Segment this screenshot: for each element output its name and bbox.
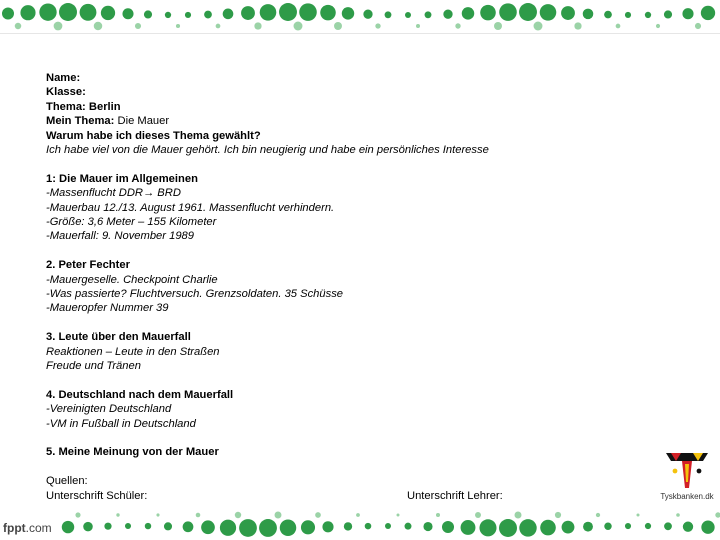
decorative-dot <box>534 22 543 31</box>
decorative-dot <box>54 22 63 31</box>
decorative-dot <box>540 4 557 21</box>
decorative-dot <box>442 521 454 533</box>
brand-light: .com <box>25 521 52 535</box>
section-line: -Maueropfer Nummer 39 <box>46 302 169 315</box>
decorative-dot <box>315 512 321 518</box>
fppt-watermark <box>3 521 52 535</box>
my-topic-line <box>46 114 606 128</box>
decorative-dot <box>645 12 651 18</box>
decorative-dot <box>625 12 631 18</box>
decorative-dot <box>596 513 600 517</box>
decorative-dot <box>299 3 317 21</box>
decorative-dot <box>116 513 119 516</box>
decorative-dot <box>499 3 517 21</box>
decorative-dot <box>461 520 476 535</box>
decorative-dot <box>715 512 720 517</box>
section-line: Reaktionen – Leute in den Straßen <box>46 345 220 358</box>
tyskbanken-logo <box>655 448 719 506</box>
decorative-dot <box>104 523 111 530</box>
decorative-dot <box>94 22 103 31</box>
decorative-dot <box>165 12 171 18</box>
decorative-dot <box>334 22 342 30</box>
bottom-dot-border <box>0 510 720 540</box>
decorative-dot <box>664 522 672 530</box>
decorative-dot <box>176 24 180 28</box>
section-line: -Vereinigten Deutschland <box>46 403 172 416</box>
section-line: -Mauergeselle. Checkpoint Charlie <box>46 273 218 286</box>
my-topic-value: Die Mauer <box>117 115 170 128</box>
decorative-dot <box>83 522 93 532</box>
decorative-dot <box>320 5 336 21</box>
decorative-dot <box>562 521 575 534</box>
decorative-dot <box>375 23 380 28</box>
class-label: Klasse: <box>46 86 86 99</box>
decorative-dot <box>294 22 303 31</box>
decorative-dot <box>385 523 391 529</box>
decorative-dot <box>279 3 297 21</box>
decorative-dot <box>416 24 420 28</box>
decorative-dot <box>385 11 392 18</box>
decorative-dot <box>39 3 56 20</box>
decorative-dot <box>683 522 693 532</box>
section-heading: 2. Peter Fechter <box>46 259 130 272</box>
decorative-dot <box>443 10 452 19</box>
decorative-dot <box>616 24 621 29</box>
decorative-dot <box>59 3 77 21</box>
decorative-dot <box>604 523 611 530</box>
decorative-dot <box>145 523 151 529</box>
decorative-dot <box>156 513 159 516</box>
decorative-dot <box>695 23 701 29</box>
decorative-dot <box>235 512 241 518</box>
decorative-dot <box>62 521 74 533</box>
decorative-dot <box>322 521 333 532</box>
decorative-dot <box>2 8 14 20</box>
decorative-dot <box>260 4 277 21</box>
section-heading: 3. Leute über den Mauerfall <box>46 331 191 344</box>
decorative-dot <box>475 512 481 518</box>
decorative-dot <box>259 519 277 537</box>
decorative-dot <box>519 3 537 21</box>
decorative-dot <box>144 10 152 18</box>
decorative-dot <box>223 9 234 20</box>
decorative-dot <box>455 23 460 28</box>
decorative-dot <box>254 22 261 29</box>
decorative-dot <box>462 7 475 20</box>
decorative-dot <box>135 23 141 29</box>
decorative-dot <box>275 512 282 519</box>
worksheet-content <box>46 71 606 503</box>
sources-label: Quellen: <box>46 475 88 488</box>
teacher-signature-label: Unterschrift Lehrer: <box>407 489 503 502</box>
decorative-dot <box>216 24 221 29</box>
decorative-dot <box>342 7 354 19</box>
decorative-dot <box>701 6 715 20</box>
decorative-dot <box>344 522 352 530</box>
section-line: Freude und Tränen <box>46 360 141 373</box>
decorative-dot <box>363 10 372 19</box>
decorative-dot <box>583 9 594 20</box>
decorative-dot <box>204 11 212 19</box>
topic-line: Thema: Berlin <box>46 100 121 113</box>
decorative-dot <box>396 513 399 516</box>
decorative-dot <box>280 519 297 536</box>
section-line: -Was passierte? Fluchtversuch. Grenzsoldaten. 35 Schüsse <box>46 288 344 301</box>
decorative-dot <box>425 11 432 18</box>
decorative-dot <box>574 22 581 29</box>
decorative-dot <box>164 522 172 530</box>
section-line: -Massenflucht DDR→ BRD <box>46 187 181 200</box>
section-heading: 4. Deutschland nach dem Mauerfall <box>46 388 234 401</box>
section-heading: 5. Meine Meinung von der Mauer <box>46 446 219 459</box>
tyskbanken-logo-icon <box>655 448 719 492</box>
section-line: -Größe: 3,6 Meter – 155 Kilometer <box>46 216 217 229</box>
decorative-dot <box>701 521 714 534</box>
decorative-dot <box>664 10 672 18</box>
decorative-dot <box>656 24 660 28</box>
my-topic-label: Mein Thema: <box>46 115 115 128</box>
decorative-dot <box>645 523 651 529</box>
decorative-dot <box>80 4 97 21</box>
decorative-dot <box>239 519 257 537</box>
decorative-dot <box>625 523 631 529</box>
section-line: -VM in Fußball in Deutschland <box>46 417 196 430</box>
decorative-dot <box>20 5 35 20</box>
decorative-dot <box>436 513 440 517</box>
decorative-dot <box>480 5 496 21</box>
decorative-dot <box>423 522 432 531</box>
decorative-dot <box>125 523 131 529</box>
decorative-dot <box>555 512 561 518</box>
name-label: Name: <box>46 72 81 84</box>
decorative-dot <box>540 520 556 536</box>
decorative-dot <box>494 22 502 30</box>
decorative-dot <box>241 6 255 20</box>
decorative-dot <box>479 519 496 536</box>
student-signature-label: Unterschrift Schüler: <box>46 489 148 502</box>
brand-bold: fppt <box>3 521 26 535</box>
decorative-dot <box>122 8 133 19</box>
decorative-dot <box>301 520 315 534</box>
decorative-dot <box>201 520 215 534</box>
section-line: -Mauerbau 12./13. August 1961. Massenflucht verhindern. <box>46 201 335 214</box>
section-heading: 1: Die Mauer im Allgemeinen <box>46 172 198 185</box>
signature-row <box>46 489 606 503</box>
decorative-dot <box>636 513 639 516</box>
decorative-dot <box>405 12 411 18</box>
decorative-dot <box>183 521 194 532</box>
why-question: Warum habe ich dieses Thema gewählt? <box>46 129 261 142</box>
decorative-dot <box>405 523 412 530</box>
decorative-dot <box>365 523 372 530</box>
decorative-dot <box>101 6 115 20</box>
decorative-dot <box>499 519 517 537</box>
decorative-dot <box>196 513 201 518</box>
decorative-dot <box>15 23 22 30</box>
decorative-dot <box>519 519 536 536</box>
section-line: -Mauerfall: 9. November 1989 <box>46 230 194 243</box>
decorative-dot <box>604 11 612 19</box>
decorative-dot <box>561 6 575 20</box>
logo-text: Tyskbanken.dk <box>660 492 714 501</box>
header-divider <box>0 33 720 34</box>
decorative-dot <box>185 12 191 18</box>
decorative-dot <box>682 8 693 19</box>
decorative-dot <box>220 520 236 536</box>
decorative-dot <box>676 513 680 517</box>
decorative-dot <box>583 522 593 532</box>
decorative-dot <box>75 512 80 517</box>
why-answer: Ich habe viel von die Mauer gehört. Ich bin neugierig und habe ein persönliches Interesse <box>46 144 489 157</box>
decorative-dot <box>515 512 522 519</box>
top-dot-border <box>0 0 720 34</box>
decorative-dot <box>356 513 360 517</box>
